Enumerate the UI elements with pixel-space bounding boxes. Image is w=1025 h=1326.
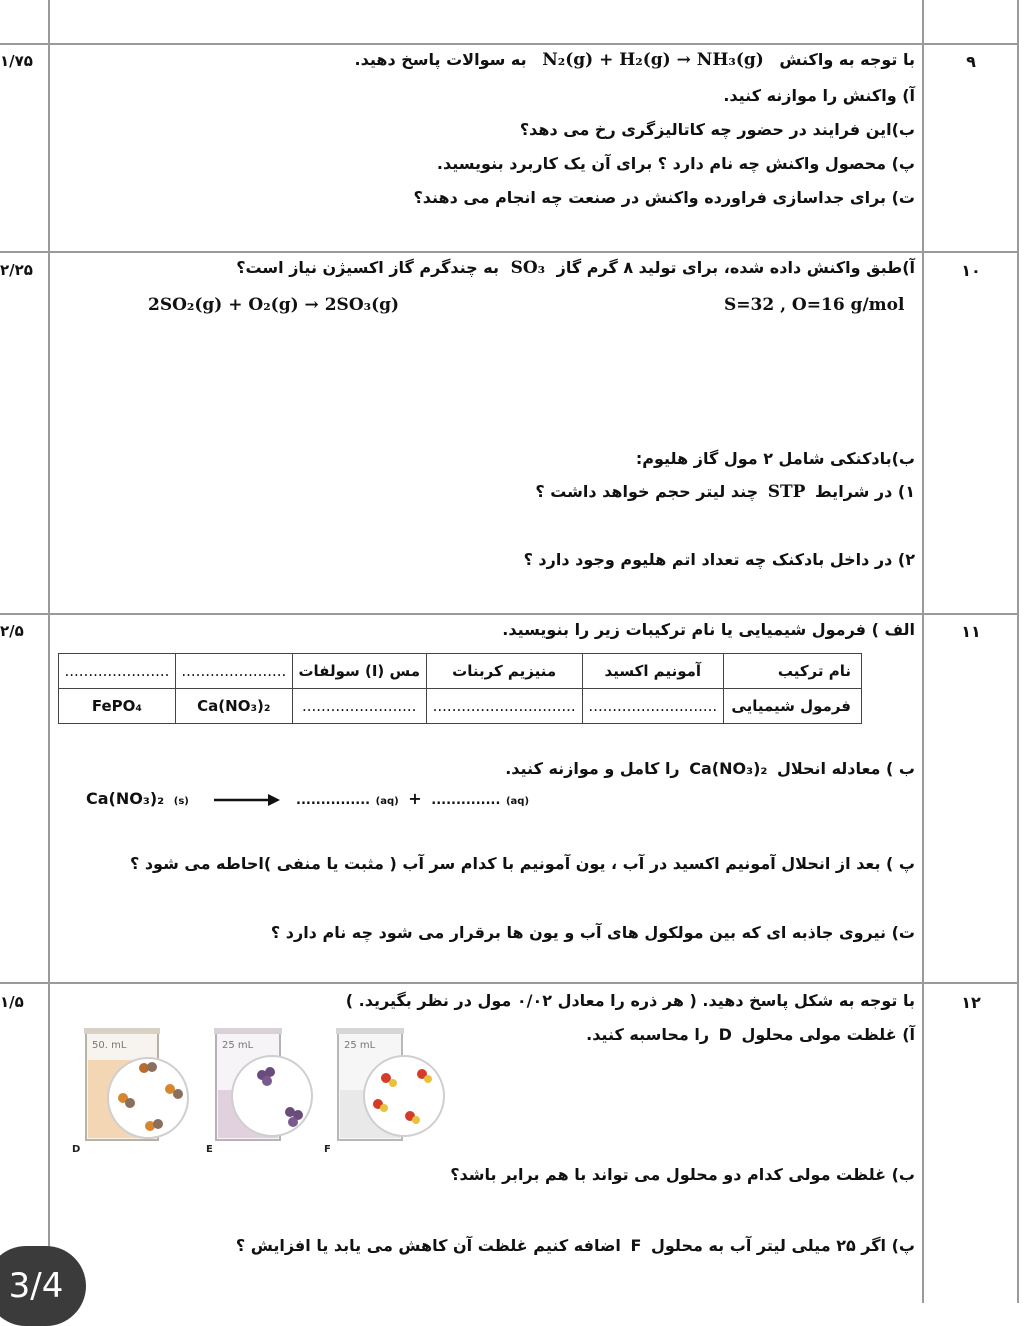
table-row-formulas [59, 689, 862, 724]
q10-stp: STP [767, 482, 806, 502]
table-cell-formula-blank[interactable]: ........................ [292, 689, 426, 724]
q10-equation: 2SO₂(g) + O₂(g) → 2SO₃(g) [148, 295, 400, 315]
beaker-e-volume: 25 mL [222, 1040, 254, 1051]
q10-part-b1-before: ۱) در شرایط [815, 482, 915, 501]
reaction-arrow-icon [212, 793, 282, 807]
q12-part-p [236, 1236, 915, 1255]
q9-intro-before: با توجه به واکنش [779, 50, 915, 69]
eq-blank-1[interactable]: ............... [296, 793, 371, 808]
q9-intro [355, 50, 915, 70]
table-cell-formula: FePO₄ [59, 689, 176, 724]
row-divider-10-11 [0, 613, 1018, 615]
q10-atomic-masses: S=32 , O=16 g/mol [724, 295, 905, 315]
q9-intro-after: به سوالات پاسخ دهید. [354, 50, 527, 69]
q10-part-b2: ۲) در داخل بادکنک چه تعداد اتم هلیوم وجود دارد ؟ [523, 550, 915, 569]
page-indicator[interactable]: 3/4 [0, 1246, 86, 1326]
table-header-formula: فرمول شیمیایی [723, 689, 861, 724]
beaker-d-volume: 50. mL [92, 1040, 127, 1051]
page-right-border [1017, 0, 1019, 1303]
row-divider-9-10 [0, 251, 1018, 253]
q10-part-a-after: به چندگرم گاز اکسیژن نیاز است؟ [236, 258, 499, 277]
dissolution-equation [86, 789, 529, 808]
row-divider-top [0, 43, 1018, 45]
compounds-table [58, 653, 862, 724]
question-score-10: ۲/۲۵ [0, 261, 33, 279]
beaker-f-label: F [324, 1144, 331, 1155]
table-row-names [59, 654, 862, 689]
question-number-10: ۱۰ [961, 261, 981, 280]
eq-state-solid: (s) [173, 796, 189, 807]
beaker-d-label: D [72, 1144, 81, 1155]
q12-part-b: ب) غلظت مولی کدام دو محلول می تواند با هم برابر باشد؟ [450, 1165, 915, 1184]
table-cell-name-blank[interactable]: ...................... [175, 654, 292, 689]
q12-letter-f: F [630, 1236, 642, 1255]
q12-part-p-after: اضافه کنیم غلظت آن کاهش می یابد یا افزایش ؟ [235, 1236, 621, 1255]
table-cell-formula: Ca(NO₃)₂ [175, 689, 292, 724]
q10-part-a [236, 258, 915, 278]
row-divider-11-12 [0, 982, 1018, 984]
right-column-border [922, 0, 924, 1303]
table-cell-formula-blank[interactable]: ........................... [582, 689, 723, 724]
q11-part-b-formula: Ca(NO₃)₂ [689, 759, 768, 778]
q12-part-p-before: پ) اگر ۲۵ میلی لیتر آب به محلول [651, 1236, 915, 1255]
eq-reactant: Ca(NO₃)₂ [86, 789, 165, 808]
question-number-11: ۱۱ [961, 622, 981, 641]
table-cell-name: مس (I) سولفات [292, 654, 426, 689]
q11-part-b-after: را کامل و موازنه کنید. [505, 759, 680, 778]
question-score-12: ۱/۵ [0, 993, 24, 1011]
q11-part-a: الف ) فرمول شیمیایی یا نام ترکیبات زیر را بنویسید. [502, 620, 915, 639]
q9-part-p: پ) محصول واکنش چه نام دارد ؟ برای آن یک کاربرد بنویسید. [436, 154, 915, 173]
eq-blank-2[interactable]: .............. [431, 793, 501, 808]
beaker-f [324, 1028, 444, 1155]
table-cell-formula-blank[interactable]: .............................. [426, 689, 582, 724]
q12-part-a-after: را محاسبه کنید. [586, 1025, 710, 1044]
q11-part-b [505, 759, 915, 778]
beaker-e-label: E [206, 1144, 213, 1155]
question-score-9: ۱/۷۵ [0, 52, 33, 70]
q10-so3-formula: SO₃ [510, 258, 546, 278]
left-column-border [48, 0, 50, 1303]
beaker-d [72, 1028, 188, 1155]
table-header-name: نام ترکیب [723, 654, 861, 689]
q9-part-a: آ) واکنش را موازنه کنید. [723, 86, 915, 105]
q9-part-t: ت) برای جداسازی فراورده واکنش در صنعت چه انجام می دهند؟ [413, 188, 915, 207]
eq-plus: + [408, 789, 422, 808]
eq-aq-1: (aq) [375, 796, 399, 807]
q12-letter-d: D [718, 1025, 732, 1044]
q11-part-p: پ ) بعد از انحلال آمونیم اکسید در آب ، یون آمونیم با کدام سر آب ( مثبت یا منفی )احاطه می شود ؟ [129, 854, 915, 873]
q9-reaction: N₂(g) + H₂(g) → NH₃(g) [542, 50, 764, 70]
table-cell-name: آمونیم اکسید [582, 654, 723, 689]
table-cell-name-blank[interactable]: ...................... [59, 654, 176, 689]
q11-part-t: ت) نیروی جاذبه ای که بین مولکول های آب و یون ها برقرار می شود چه نام دارد ؟ [270, 923, 915, 942]
q10-part-b1-after: چند لیتر حجم خواهد داشت ؟ [535, 482, 759, 501]
beaker-f-volume: 25 mL [344, 1040, 376, 1051]
q10-part-b1 [535, 482, 915, 502]
q12-part-a [586, 1025, 915, 1044]
question-score-11: ۲/۵ [0, 622, 24, 640]
question-number-12: ۱۲ [961, 993, 981, 1012]
table-cell-name: منیزیم کربنات [426, 654, 582, 689]
q11-part-b-before: ب ) معادله انحلال [776, 759, 915, 778]
question-number-9: ۹ [966, 52, 976, 71]
q10-part-a-before: آ)طبق واکنش داده شده، برای تولید ۸ گرم گاز [556, 258, 915, 277]
q12-part-a-before: آ) غلظت مولی محلول [741, 1025, 915, 1044]
q12-intro: با توجه به شکل پاسخ دهید. ( هر ذره را معادل ۰/۰۲ مول در نظر بگیرید. ) [345, 991, 915, 1010]
beaker-e [206, 1028, 312, 1155]
q9-part-b: ب)این فرایند در حضور چه کاتالیزگری رخ می دهد؟ [519, 120, 915, 139]
eq-aq-2: (aq) [505, 796, 530, 807]
q10-part-b: ب)بادکنکی شامل ۲ مول گاز هلیوم: [635, 449, 915, 468]
beakers-figure [66, 1020, 456, 1160]
